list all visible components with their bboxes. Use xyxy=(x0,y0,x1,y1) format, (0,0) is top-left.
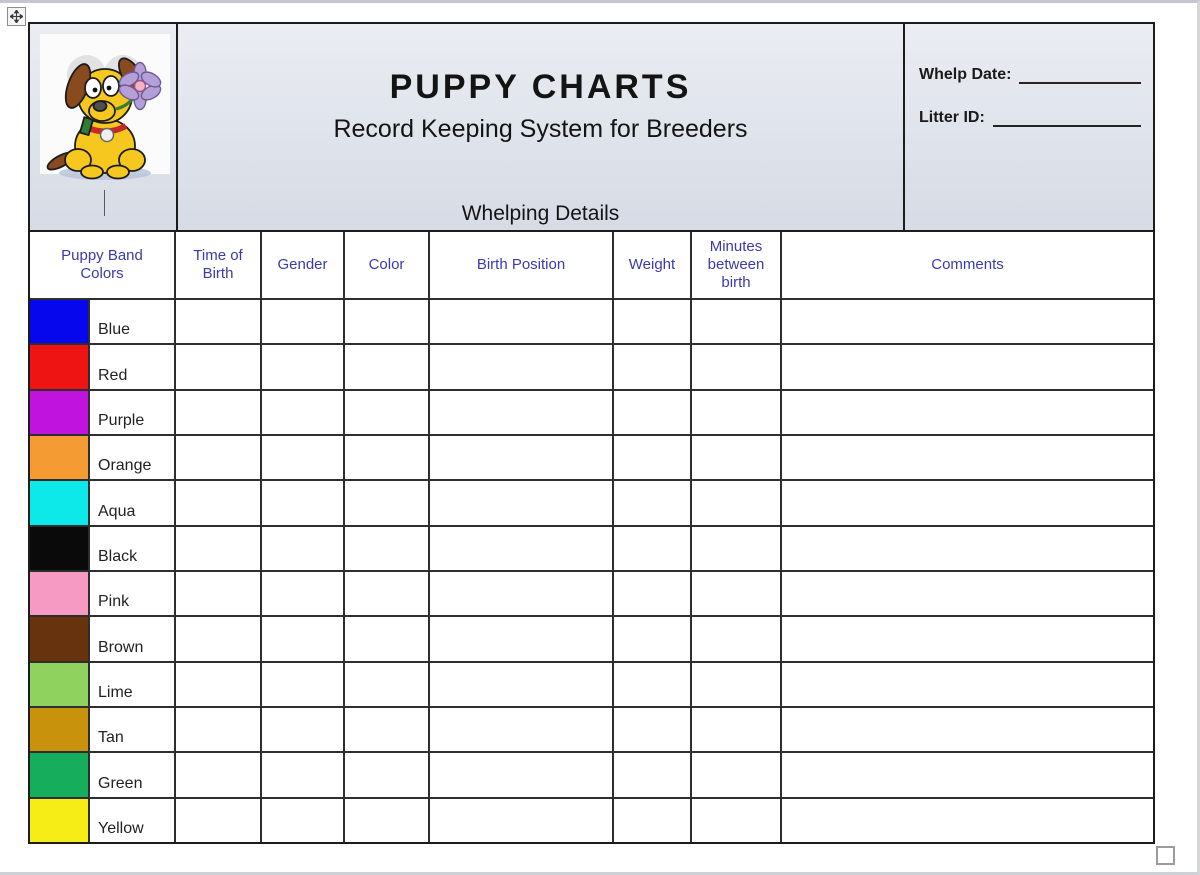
cell-gender[interactable] xyxy=(262,617,345,660)
cell-gender[interactable] xyxy=(262,572,345,615)
litter-id-label: Litter ID: xyxy=(919,108,985,126)
cell-comments[interactable] xyxy=(782,799,1153,842)
cell-birth-position[interactable] xyxy=(430,527,614,570)
band-label: Green xyxy=(98,774,143,792)
table-row xyxy=(30,617,1153,662)
cell-weight[interactable] xyxy=(614,572,692,615)
band-label: Yellow xyxy=(98,819,144,837)
band-cell xyxy=(30,481,176,524)
cell-comments[interactable] xyxy=(782,753,1153,796)
cell-birth-position[interactable] xyxy=(430,753,614,796)
cell-comments[interactable] xyxy=(782,617,1153,660)
band-color-swatch xyxy=(30,708,90,751)
band-cell xyxy=(30,527,176,570)
title-cell xyxy=(178,24,905,230)
band-label: Pink xyxy=(98,593,130,611)
band-color-swatch xyxy=(30,391,90,434)
band-label: Purple xyxy=(98,411,145,429)
column-header-puppy-band-colors: Puppy Band Colors xyxy=(30,232,176,298)
cell-birth-position[interactable] xyxy=(430,436,614,479)
cell-minutes-between-birth[interactable] xyxy=(692,753,782,796)
column-header-gender: Gender xyxy=(262,232,345,298)
cell-color[interactable] xyxy=(345,572,430,615)
cell-birth-position[interactable] xyxy=(430,391,614,434)
cell-weight[interactable] xyxy=(614,300,692,343)
cell-gender[interactable] xyxy=(262,391,345,434)
band-label: Brown xyxy=(98,638,144,656)
column-header-minutes-between-birth: Minutes between birth xyxy=(692,232,782,298)
band-label: Black xyxy=(98,547,138,565)
column-header-color: Color xyxy=(345,232,430,298)
column-header-weight: Weight xyxy=(614,232,692,298)
cell-comments[interactable] xyxy=(782,436,1153,479)
band-color-swatch xyxy=(30,617,90,660)
puppy-chart-table xyxy=(28,22,1155,844)
cell-birth-position[interactable] xyxy=(430,481,614,524)
cell-time-of-birth[interactable] xyxy=(176,481,262,524)
puppy-dog-clipart xyxy=(40,34,170,184)
page-subtitle: Record Keeping System for Breeders xyxy=(333,115,748,143)
table-row xyxy=(30,799,1153,842)
band-color-swatch xyxy=(30,572,90,615)
cell-time-of-birth[interactable] xyxy=(176,708,262,751)
cell-birth-position[interactable] xyxy=(430,663,614,706)
cell-weight[interactable] xyxy=(614,663,692,706)
cell-color[interactable] xyxy=(345,436,430,479)
table-row xyxy=(30,481,1153,526)
band-color-swatch xyxy=(30,300,90,343)
cell-color[interactable] xyxy=(345,300,430,343)
cell-gender[interactable] xyxy=(262,436,345,479)
table-resize-handle[interactable] xyxy=(1156,846,1175,865)
cell-gender[interactable] xyxy=(262,663,345,706)
band-color-swatch xyxy=(30,345,90,388)
cell-comments[interactable] xyxy=(782,481,1153,524)
cell-gender[interactable] xyxy=(262,481,345,524)
cell-comments[interactable] xyxy=(782,527,1153,570)
band-color-swatch xyxy=(30,663,90,706)
cell-birth-position[interactable] xyxy=(430,708,614,751)
band-cell xyxy=(30,572,176,615)
band-cell xyxy=(30,617,176,660)
band-color-swatch xyxy=(30,753,90,796)
cell-time-of-birth[interactable] xyxy=(176,572,262,615)
cell-time-of-birth[interactable] xyxy=(176,436,262,479)
cell-weight[interactable] xyxy=(614,708,692,751)
table-row xyxy=(30,300,1153,345)
cell-time-of-birth[interactable] xyxy=(176,527,262,570)
cell-weight[interactable] xyxy=(614,436,692,479)
litter-id-field xyxy=(919,108,1141,126)
column-header-comments: Comments xyxy=(931,256,1004,273)
band-label: Aqua xyxy=(98,502,136,520)
cell-color[interactable] xyxy=(345,617,430,660)
table-row xyxy=(30,436,1153,481)
cell-color[interactable] xyxy=(345,345,430,388)
band-cell xyxy=(30,799,176,842)
cell-comments[interactable] xyxy=(782,345,1153,388)
table-row xyxy=(30,663,1153,708)
band-cell xyxy=(30,663,176,706)
table-move-icon xyxy=(10,10,23,23)
band-color-swatch xyxy=(30,481,90,524)
column-header-birth-position: Birth Position xyxy=(430,232,614,298)
cell-comments[interactable] xyxy=(782,391,1153,434)
cell-birth-position[interactable] xyxy=(430,572,614,615)
cell-color[interactable] xyxy=(345,481,430,524)
table-move-handle[interactable] xyxy=(7,7,26,26)
band-color-swatch xyxy=(30,799,90,842)
whelp-date-label: Whelp Date: xyxy=(919,66,1012,84)
cell-weight[interactable] xyxy=(614,617,692,660)
band-label: Orange xyxy=(98,457,152,475)
cell-minutes-between-birth[interactable] xyxy=(692,708,782,751)
band-cell xyxy=(30,345,176,388)
cell-color[interactable] xyxy=(345,753,430,796)
page-title: PUPPY CHARTS xyxy=(389,68,692,106)
section-title: Whelping Details xyxy=(461,202,620,225)
cell-gender[interactable] xyxy=(262,708,345,751)
table-body xyxy=(30,300,1153,842)
table-row xyxy=(30,572,1153,617)
cell-gender[interactable] xyxy=(262,753,345,796)
cell-comments[interactable] xyxy=(782,708,1153,751)
cell-gender[interactable] xyxy=(262,799,345,842)
cell-minutes-between-birth[interactable] xyxy=(692,617,782,660)
band-cell xyxy=(30,391,176,434)
whelp-date-field xyxy=(919,66,1141,84)
litter-id-blank[interactable] xyxy=(993,108,1141,126)
cell-time-of-birth[interactable] xyxy=(176,345,262,388)
cell-birth-position[interactable] xyxy=(430,345,614,388)
cell-minutes-between-birth[interactable] xyxy=(692,436,782,479)
cell-weight[interactable] xyxy=(614,527,692,570)
cell-minutes-between-birth[interactable] xyxy=(692,663,782,706)
cell-minutes-between-birth[interactable] xyxy=(692,345,782,388)
cell-weight[interactable] xyxy=(614,345,692,388)
band-cell xyxy=(30,708,176,751)
table-row xyxy=(30,345,1153,390)
cell-weight[interactable] xyxy=(614,481,692,524)
cell-weight[interactable] xyxy=(614,753,692,796)
table-row xyxy=(30,708,1153,753)
cell-birth-position[interactable] xyxy=(430,300,614,343)
band-color-swatch xyxy=(30,527,90,570)
band-label: Red xyxy=(98,366,128,384)
band-label: Tan xyxy=(98,729,124,747)
cell-minutes-between-birth[interactable] xyxy=(692,527,782,570)
cell-gender[interactable] xyxy=(262,345,345,388)
cell-color[interactable] xyxy=(345,663,430,706)
cell-gender[interactable] xyxy=(262,300,345,343)
cell-color[interactable] xyxy=(345,391,430,434)
table-row xyxy=(30,391,1153,436)
cell-birth-position[interactable] xyxy=(430,617,614,660)
column-header-row xyxy=(30,232,1153,300)
cell-weight[interactable] xyxy=(614,799,692,842)
cell-gender[interactable] xyxy=(262,527,345,570)
cell-weight[interactable] xyxy=(614,391,692,434)
cell-minutes-between-birth[interactable] xyxy=(692,481,782,524)
text-cursor xyxy=(104,190,105,216)
cell-minutes-between-birth[interactable] xyxy=(692,391,782,434)
cell-birth-position[interactable] xyxy=(430,799,614,842)
cell-time-of-birth[interactable] xyxy=(176,391,262,434)
cell-color[interactable] xyxy=(345,708,430,751)
cell-minutes-between-birth[interactable] xyxy=(692,799,782,842)
cell-comments[interactable] xyxy=(782,300,1153,343)
table-row xyxy=(30,527,1153,572)
header-band xyxy=(30,24,1153,232)
logo-cell xyxy=(30,24,178,230)
cell-minutes-between-birth[interactable] xyxy=(692,300,782,343)
band-label: Blue xyxy=(98,321,131,339)
cell-color[interactable] xyxy=(345,799,430,842)
band-label: Lime xyxy=(98,683,133,701)
column-header-time-of-birth: Time of Birth xyxy=(176,232,262,298)
cell-color[interactable] xyxy=(345,527,430,570)
whelp-date-blank[interactable] xyxy=(1019,66,1141,84)
band-cell xyxy=(30,436,176,479)
band-cell xyxy=(30,753,176,796)
cell-time-of-birth[interactable] xyxy=(176,799,262,842)
table-row xyxy=(30,753,1153,798)
band-cell xyxy=(30,300,176,343)
cell-minutes-between-birth[interactable] xyxy=(692,572,782,615)
whelp-fields-cell xyxy=(905,24,1153,230)
cell-comments[interactable] xyxy=(782,663,1153,706)
cell-time-of-birth[interactable] xyxy=(176,300,262,343)
cell-time-of-birth[interactable] xyxy=(176,753,262,796)
cell-comments[interactable] xyxy=(782,572,1153,615)
band-color-swatch xyxy=(30,436,90,479)
cell-time-of-birth[interactable] xyxy=(176,617,262,660)
cell-time-of-birth[interactable] xyxy=(176,663,262,706)
